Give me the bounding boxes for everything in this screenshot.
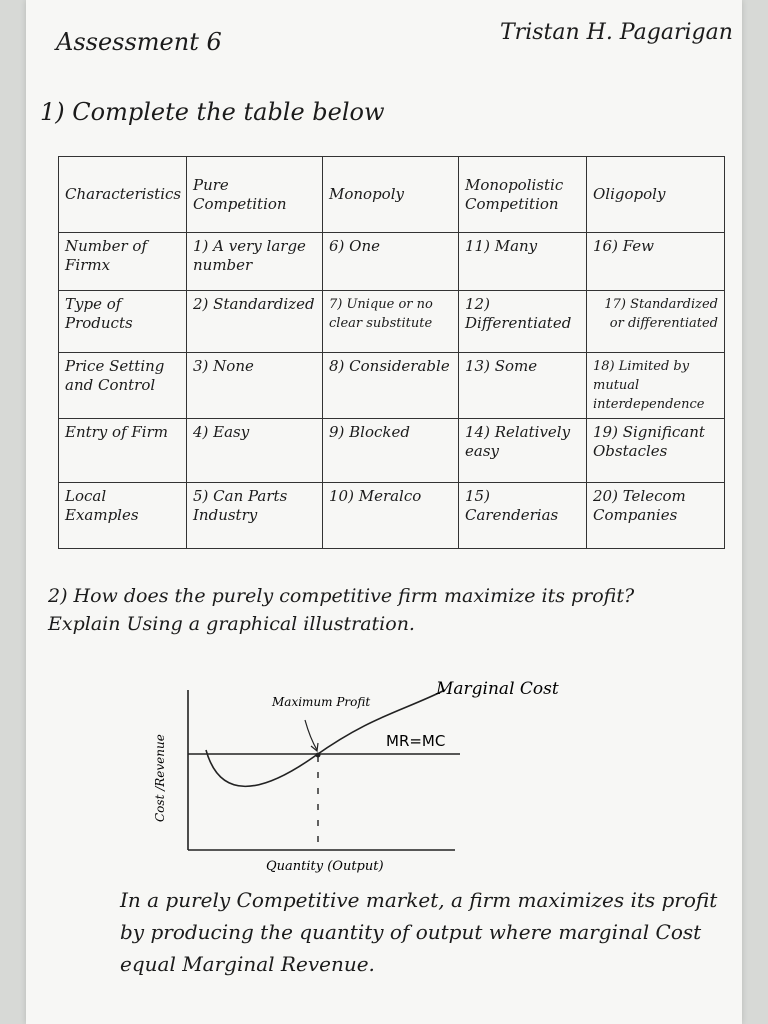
table-cell: 17) Standardized or differentiated xyxy=(587,291,725,353)
market-structure-table xyxy=(58,156,725,549)
header-cell: Monopoly xyxy=(323,157,459,233)
page-title: Assessment 6 xyxy=(56,28,222,56)
table-row xyxy=(59,233,725,291)
table-row xyxy=(59,353,725,419)
table-cell: 16) Few xyxy=(587,233,725,291)
header-cell: Monopolistic Competition xyxy=(459,157,587,233)
point-label: Maximum Profit xyxy=(272,695,371,709)
y-axis-label: Cost /Revenue xyxy=(153,734,167,822)
mr-mc-label: MR=MC xyxy=(386,732,446,750)
table-cell: 5) Can Parts Industry xyxy=(187,483,323,549)
author-name: Tristan H. Pagarigan xyxy=(500,20,733,45)
table-cell: 18) Limited by mutual interdependence xyxy=(587,353,725,419)
table-row xyxy=(59,291,725,353)
table-cell: 7) Unique or no clear substitute xyxy=(323,291,459,353)
row-label: Number of Firmx xyxy=(59,233,187,291)
x-axis-label: Quantity (Output) xyxy=(266,859,384,874)
table-cell: 3) None xyxy=(187,353,323,419)
table-cell: 12) Differentiated xyxy=(459,291,587,353)
row-label: Price Setting and Control xyxy=(59,353,187,419)
row-label: Type of Products xyxy=(59,291,187,353)
table-cell: 11) Many xyxy=(459,233,587,291)
row-label: Local Examples xyxy=(59,483,187,549)
question-2-prompt: 2) How does the purely competitive firm maximize its profit? Explain Using a graphical illustration. xyxy=(48,585,635,635)
table-cell: 1) A very large number xyxy=(187,233,323,291)
max-profit-point xyxy=(316,753,321,758)
table-cell: 15) Carenderias xyxy=(459,483,587,549)
table-cell: 6) One xyxy=(323,233,459,291)
answer-text: In a purely Competitive market, a firm maximizes its profit by producing the quantity of output where marginal Cost equal Marginal Revenue. xyxy=(120,888,718,976)
profit-maximization-graph xyxy=(140,660,610,880)
table-row xyxy=(59,483,725,549)
table-header-row xyxy=(59,157,725,233)
table-cell: 20) Telecom Companies xyxy=(587,483,725,549)
table-cell: 10) Meralco xyxy=(323,483,459,549)
table-cell: 19) Significant Obstacles xyxy=(587,419,725,483)
row-label: Entry of Firm xyxy=(59,419,187,483)
table-cell: 14) Relatively easy xyxy=(459,419,587,483)
table-row xyxy=(59,419,725,483)
mc-curve-label: Marginal Cost xyxy=(436,679,559,699)
table-cell: 4) Easy xyxy=(187,419,323,483)
table-cell: 13) Some xyxy=(459,353,587,419)
pointer-arrow xyxy=(305,720,317,750)
header-cell: Oligopoly xyxy=(587,157,725,233)
table-cell: 9) Blocked xyxy=(323,419,459,483)
header-cell: Characteristics xyxy=(59,157,187,233)
question-1-prompt: 1) Complete the table below xyxy=(40,98,385,126)
header-cell: Pure Competition xyxy=(187,157,323,233)
table-cell: 8) Considerable xyxy=(323,353,459,419)
table-cell: 2) Standardized xyxy=(187,291,323,353)
